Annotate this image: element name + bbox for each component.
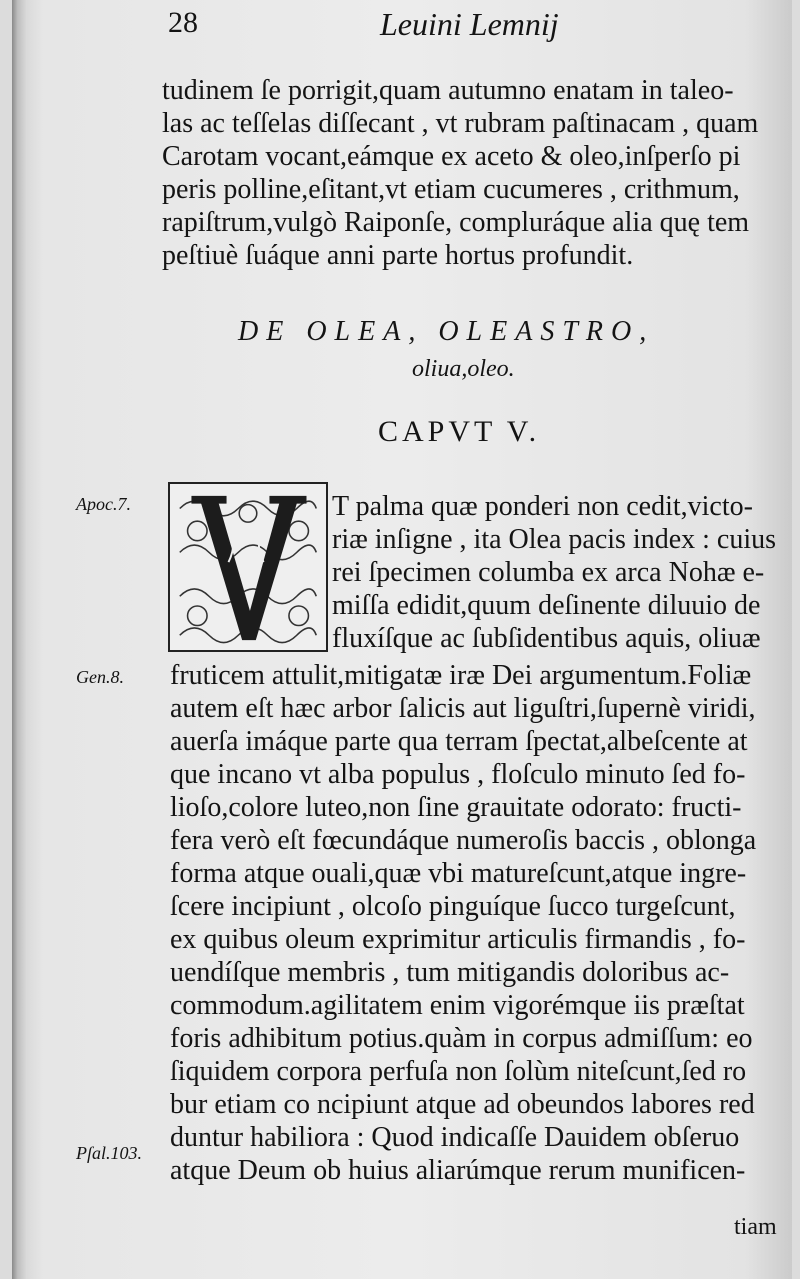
text-line: Carotam vocant,eámque ex aceto & oleo,inſperſo pi [162, 141, 741, 172]
text-line: autem eſt hæc arbor ſalicis aut liguſtri,ſupernè viridi, [170, 693, 756, 724]
section-subtitle: oliua,oleo. [412, 356, 515, 382]
text-line: duntur habiliora : Quod indicaſſe Dauidem obſeruo [170, 1122, 740, 1153]
text-line: que incano vt alba populus , floſculo minuto ſed fo- [170, 759, 746, 790]
text-line: uendíſque membris , tum mitigandis doloribus ac- [170, 957, 730, 988]
text-line: peſtiuè ſuáque anni parte hortus profundit. [162, 240, 634, 271]
page-number: 28 [168, 6, 198, 39]
text-line: ex quibus oleum exprimitur articulis firmandis , fo- [170, 924, 746, 955]
text-line: auerſa imáque parte qua terram ſpectat,albeſcente at [170, 726, 748, 757]
page-header [150, 6, 710, 46]
text-line: rapiſtrum,vulgò Raiponſe, compluráque alia quę tem [162, 207, 750, 238]
book-spine [12, 0, 26, 1279]
catchword: tiam [734, 1214, 777, 1240]
ornamented-initial-v-icon [168, 482, 328, 652]
text-line: fruticem attulit,mitigatæ iræ Dei argumentum.Foliæ [170, 660, 752, 691]
text-line: lioſo,colore luteo,non ſine grauitate odorato: fructi- [170, 792, 742, 823]
text-line: ſiquidem corpora perfuſa non ſolùm niteſcunt,ſed ro [170, 1056, 747, 1087]
text-line: bur etiam co ncipiunt atque ad obeundos labores red [170, 1089, 755, 1120]
text-line: commodum.agilitatem enim vigorémque iis præſtat [170, 990, 745, 1021]
text-line: peris polline,eſitant,vt etiam cucumeres , crithmum, [162, 174, 740, 205]
text-line: las ac teſſelas diſſecant , vt rubram paſtinacam , quam [162, 108, 759, 139]
text-line: foris adhibitum potius.quàm in corpus admiſſum: eo [170, 1023, 753, 1054]
margin-note-gen: Gen.8. [76, 667, 124, 687]
text-line: atque Deum ob huius aliarúmque rerum munificen- [170, 1155, 746, 1186]
running-title: Leuini Lemnij [380, 6, 559, 42]
text-line: rei ſpecimen columba ex arca Nohæ e- [332, 557, 765, 588]
section-title: DE OLEA, OLEASTRO, [238, 316, 655, 347]
text-line: miſſa edidit,quum deſinente diluuio de [332, 590, 761, 621]
chapter-heading: CAPVT V. [378, 415, 541, 448]
text-line: T palma quæ ponderi non cedit,victo- [332, 491, 753, 522]
text-line: fluxíſque ac ſubſidentibus aquis, oliuæ [332, 623, 761, 654]
margin-note-apoc: Apoc.7. [76, 494, 131, 514]
text-line: riæ inſigne , ita Olea pacis index : cuius [332, 524, 777, 555]
text-line: ſcere incipiunt , olcoſo pinguíque ſucco turgeſcunt, [170, 891, 736, 922]
text-line: fera verò eſt fœcundáque numeroſis baccis , oblonga [170, 825, 757, 856]
margin-note-psal: Pſal.103. [76, 1143, 142, 1163]
text-line: forma atque ouali,quæ vbi matureſcunt,atque ingre- [170, 858, 747, 889]
text-line: tudinem ſe porrigit,quam autumno enatam in taleo- [162, 75, 734, 106]
